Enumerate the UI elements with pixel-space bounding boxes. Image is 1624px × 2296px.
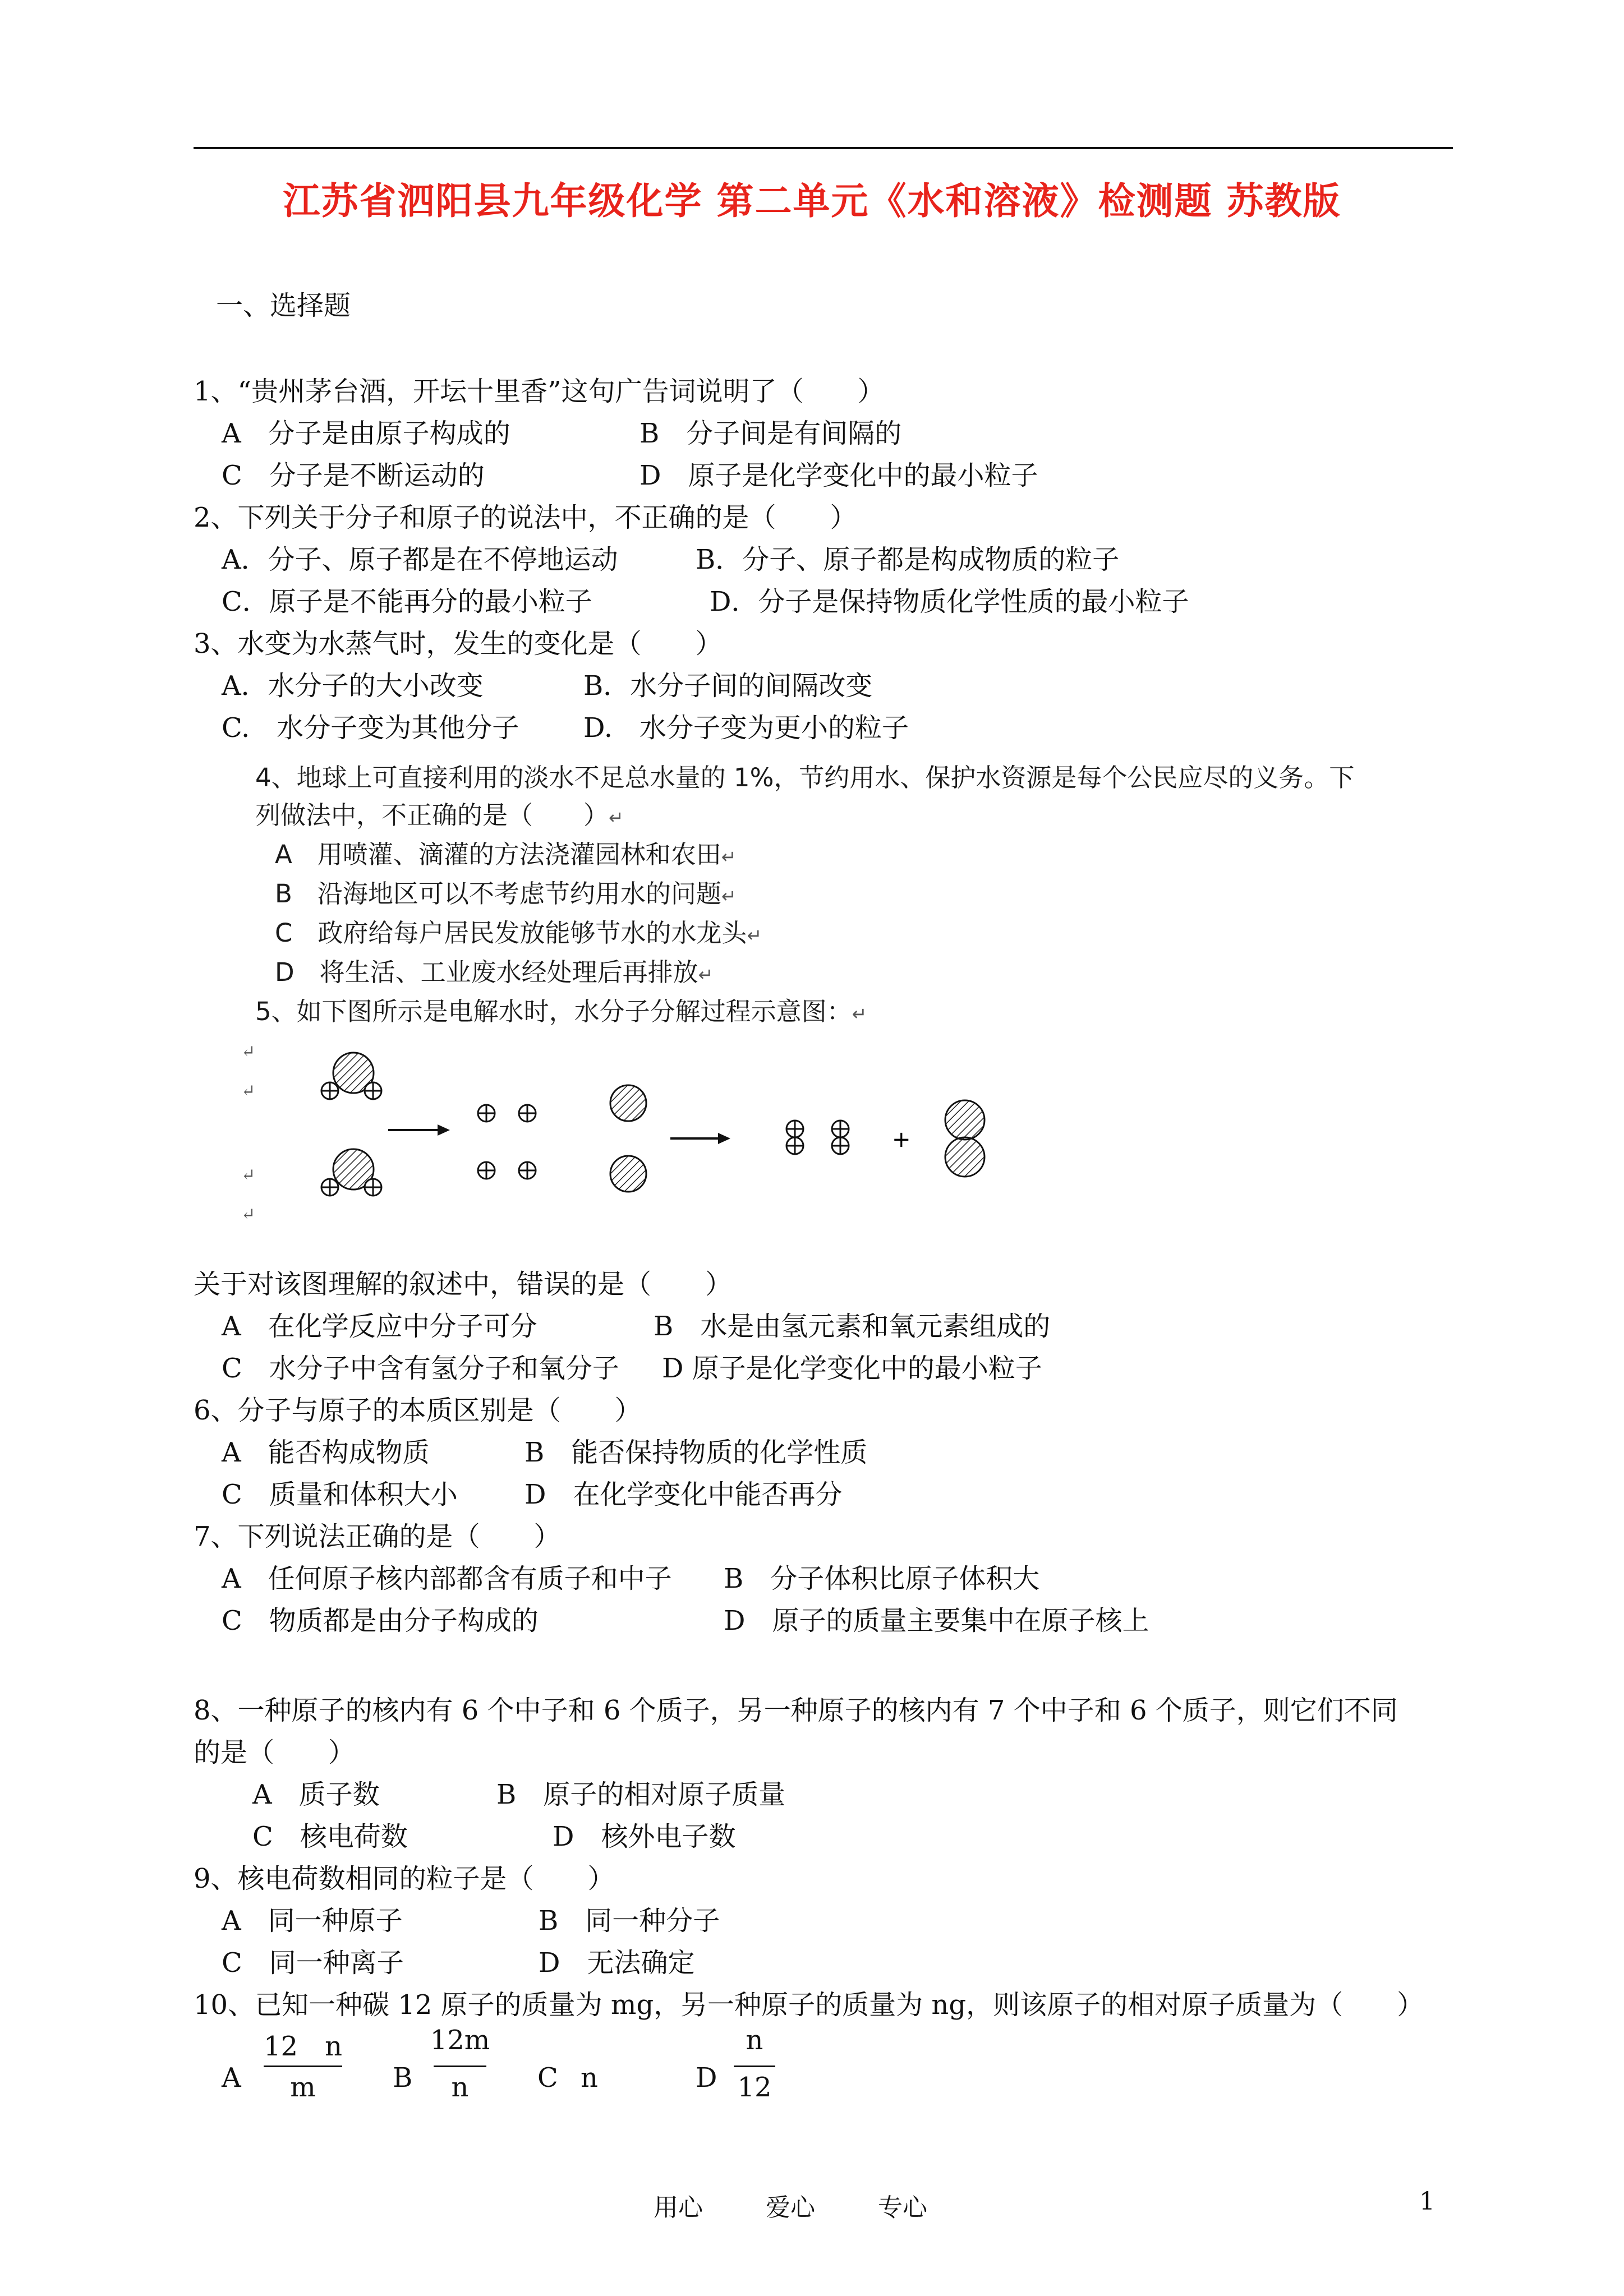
q9-option-c: C 同一种离子 (222, 1947, 404, 1979)
q10-option-c-value: n (581, 2062, 598, 2094)
fraction-bar (734, 2066, 775, 2067)
q10-option-b-numerator: 12m (430, 2025, 490, 2056)
q10-option-a-label: A (222, 2062, 241, 2094)
return-mark: ↵ (241, 1081, 256, 1101)
q5-option-a: A 在化学反应中分子可分 (222, 1311, 537, 1342)
water-molecule (321, 1149, 381, 1196)
q9-option-a: A 同一种原子 (222, 1905, 403, 1937)
q10-option-b-denominator: n (451, 2072, 469, 2103)
q5-option-c: C 水分子中含有氢分子和氧分子 (222, 1353, 619, 1384)
q2-option-d: D．分子是保持物质化学性质的最小粒子 (710, 586, 1189, 617)
section-heading: 一、选择题 (216, 290, 351, 321)
q10-option-d-denominator: 12 (737, 2072, 772, 2103)
footer-text-3: 专心 (878, 2193, 927, 2222)
q8-option-b: B 原子的相对原子质量 (496, 1779, 786, 1810)
return-mark: ↵ (241, 1205, 256, 1224)
q5-stem-wrap (255, 995, 867, 1030)
q3-option-a: A．水分子的大小改变 (222, 670, 484, 702)
q7-stem: 7、下列说法正确的是（ ） (194, 1521, 561, 1552)
fraction-bar (264, 2066, 342, 2067)
q7-option-a: A 任何原子核内部都含有质子和中子 (222, 1563, 672, 1594)
q10-option-a-denominator: m (290, 2072, 316, 2103)
q1-stem: 1、“贵州茅台酒，开坛十里香”这句广告词说明了（ ） (194, 376, 885, 407)
q7-option-c: C 物质都是由分子构成的 (222, 1605, 539, 1636)
hydrogen-atoms (478, 1105, 536, 1179)
q6-option-a: A 能否构成物质 (222, 1437, 430, 1468)
q10-stem: 10、已知一种碳 12 原子的质量为 mg，另一种原子的质量为 ng，则该原子的相对原子质量为（ ） (194, 1989, 1424, 2021)
return-mark: ↵ (721, 886, 737, 907)
water-molecule (321, 1053, 381, 1099)
footer-text-2: 爱心 (766, 2193, 815, 2222)
q1-option-a: A 分子是由原子构成的 (222, 418, 510, 449)
q7-option-b: B 分子体积比原子体积大 (724, 1563, 1040, 1594)
return-mark: ↵ (241, 1165, 256, 1185)
q2-option-a: A．分子、原子都是在不停地运动 (222, 544, 618, 575)
oxygen-atoms (610, 1085, 646, 1192)
fraction-bar (434, 2066, 486, 2067)
page-number: 1 (1419, 2187, 1435, 2216)
return-mark: ↵ (241, 1042, 256, 1062)
q5-question: 关于对该图理解的叙述中，错误的是（ ） (194, 1269, 733, 1300)
q4-stem-line1: 4、地球上可直接利用的淡水不足总水量的 1%，节约用水、保护水资源是每个公民应尽的义务。下 (255, 763, 1355, 792)
q10-option-c-label: C (537, 2062, 558, 2094)
q4-stem-line2-wrap (255, 799, 624, 834)
q5-option-d: D 原子是化学变化中的最小粒子 (662, 1353, 1042, 1384)
q3-option-d: D. 水分子变为更小的粒子 (583, 712, 909, 744)
arrow-icon (670, 1133, 730, 1144)
q6-option-d: D 在化学变化中能否再分 (525, 1479, 843, 1510)
footer-text-1: 用心 (654, 2193, 703, 2222)
q10-option-d-numerator: n (746, 2025, 763, 2056)
q4-option-d: D 将生活、工业废水经处理后再排放 (275, 957, 698, 987)
q9-option-b: B 同一种分子 (539, 1905, 720, 1937)
plus-sign: + (892, 1127, 911, 1152)
return-mark: ↵ (747, 925, 762, 946)
q5-option-b: B 水是由氢元素和氧元素组成的 (654, 1311, 1051, 1342)
q10-option-b-label: B (393, 2062, 413, 2094)
q4-option-d-wrap (275, 956, 713, 991)
header-rule (194, 147, 1453, 149)
q6-option-c: C 质量和体积大小 (222, 1479, 458, 1510)
arrow-icon (388, 1124, 450, 1136)
q6-option-b: B 能否保持物质的化学性质 (525, 1437, 868, 1468)
q1-option-b: B 分子间是有间隔的 (640, 418, 902, 449)
q8-option-d: D 核外电子数 (553, 1821, 736, 1852)
hydrogen-molecule (786, 1121, 803, 1154)
q4-option-b-wrap (275, 878, 737, 912)
q8-option-c: C 核电荷数 (252, 1821, 408, 1852)
q2-stem: 2、下列关于分子和原子的说法中，不正确的是（ ） (194, 502, 857, 533)
return-mark: ↵ (852, 1003, 867, 1025)
return-mark: ↵ (698, 964, 714, 985)
oxygen-molecule (945, 1100, 984, 1177)
q7-option-d: D 原子的质量主要集中在原子核上 (724, 1605, 1149, 1636)
q3-option-c: C. 水分子变为其他分子 (222, 712, 519, 744)
q10-option-a-numerator: 12 n (264, 2031, 342, 2062)
q8-stem-line1: 8、一种原子的核内有 6 个中子和 6 个质子，另一种原子的核内有 7 个中子和 6 个质子，则它们不同 (194, 1695, 1398, 1726)
return-mark: ↵ (609, 807, 624, 828)
q4-option-c: C 政府给每户居民发放能够节水的水龙头 (275, 918, 747, 948)
q2-option-c: C．原子是不能再分的最小粒子 (222, 586, 592, 617)
q4-option-a-wrap (275, 838, 737, 873)
q8-option-a: A 质子数 (252, 1779, 380, 1810)
q10-option-d-label: D (696, 2062, 717, 2094)
q3-option-b: B．水分子间的间隔改变 (583, 670, 873, 702)
q4-option-b: B 沿海地区可以不考虑节约用水的问题 (275, 879, 721, 909)
q4-option-a: A 用喷灌、滴灌的方法浇灌园林和农田 (275, 840, 721, 869)
q3-stem: 3、水变为水蒸气时，发生的变化是（ ） (194, 628, 723, 660)
electrolysis-diagram (241, 1035, 1027, 1225)
q1-option-c: C 分子是不断运动的 (222, 460, 485, 491)
q9-stem: 9、核电荷数相同的粒子是（ ） (194, 1863, 615, 1894)
q6-stem: 6、分子与原子的本质区别是（ ） (194, 1395, 642, 1426)
q1-option-d: D 原子是化学变化中的最小粒子 (640, 460, 1038, 491)
return-mark: ↵ (721, 846, 737, 868)
q9-option-d: D 无法确定 (539, 1947, 695, 1979)
q2-option-b: B．分子、原子都是构成物质的粒子 (696, 544, 1120, 575)
q4-stem-line2: 列做法中，不正确的是（ ） (255, 800, 609, 830)
q5-stem: 5、如下图所示是电解水时，水分子分解过程示意图： (255, 997, 852, 1026)
q8-stem-line2: 的是（ ） (194, 1737, 356, 1768)
q4-option-c-wrap (275, 917, 762, 952)
document-title: 江苏省泗阳县九年级化学 第二单元《水和溶液》检测题 苏教版 (283, 179, 1341, 223)
hydrogen-molecule (832, 1121, 849, 1154)
